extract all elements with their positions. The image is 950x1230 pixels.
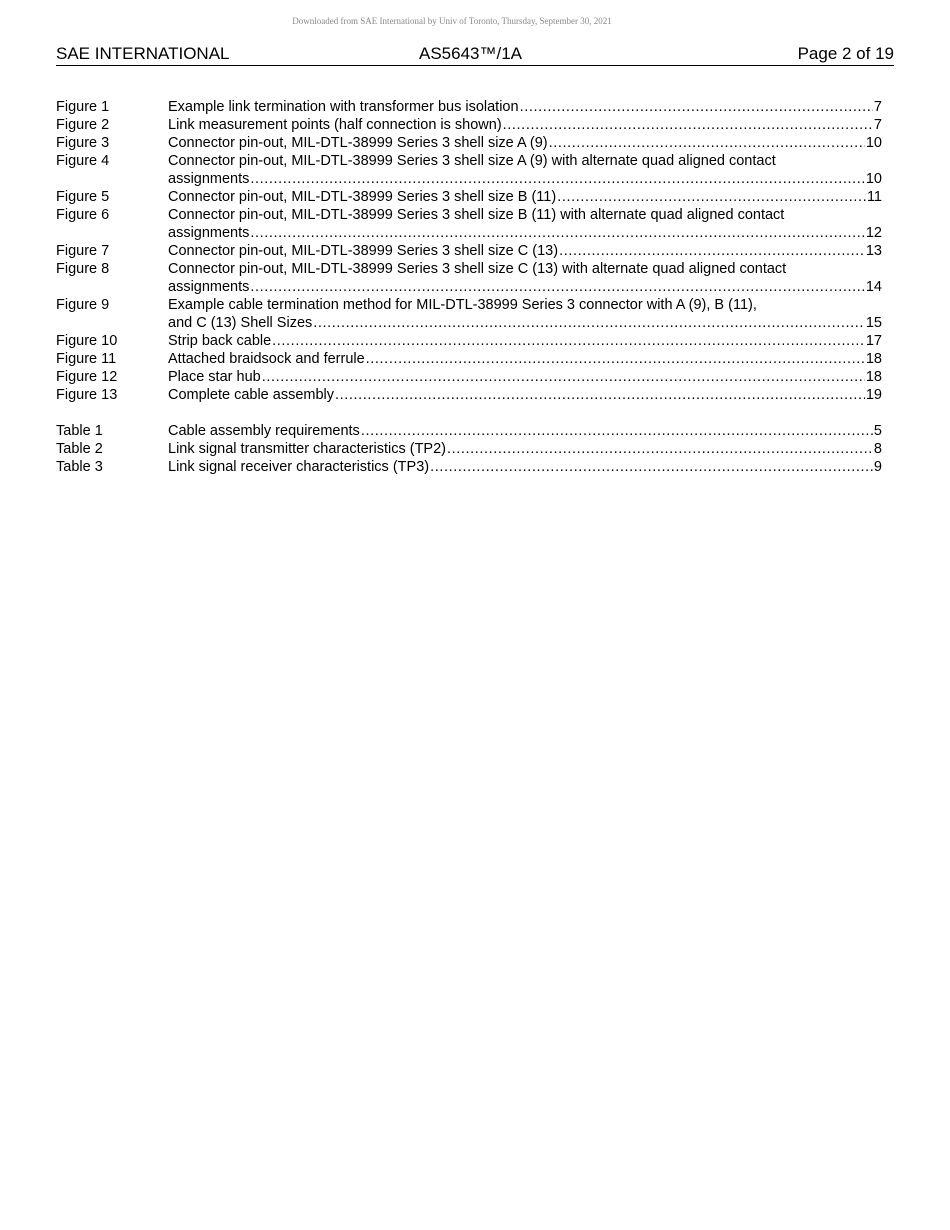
dot-leader xyxy=(262,368,865,386)
figure-title-line-2: and C (13) Shell Sizes xyxy=(168,315,313,331)
figure-label: Figure 3 xyxy=(56,135,110,151)
table-entry[interactable] xyxy=(56,422,882,440)
figure-title: Attached braidsock and ferrule xyxy=(168,351,365,367)
figure-page: 11 xyxy=(866,189,882,205)
figure-page: 14 xyxy=(865,279,882,295)
figure-label: Figure 6 xyxy=(56,207,110,223)
figure-label: Figure 10 xyxy=(56,333,118,349)
figure-page: 18 xyxy=(865,369,882,385)
table-page: 9 xyxy=(873,459,882,475)
figure-title: Example link termination with transformer bus isolation xyxy=(168,99,519,115)
figure-entry[interactable] xyxy=(56,242,882,260)
figure-title-line-2: assignments xyxy=(168,225,250,241)
table-title: Cable assembly requirements xyxy=(168,423,360,439)
dot-leader xyxy=(447,440,873,458)
figure-entry[interactable] xyxy=(56,188,882,206)
figure-label: Figure 11 xyxy=(56,351,117,367)
figure-title-line-1: Connector pin-out, MIL-DTL-38999 Series 3 shell size B (11) with alternate quad aligned contact xyxy=(168,207,785,223)
table-title: Link signal receiver characteristics (TP3) xyxy=(168,459,430,475)
dot-leader xyxy=(361,422,873,440)
publisher-name: SAE INTERNATIONAL xyxy=(56,44,230,63)
table-page: 8 xyxy=(873,441,882,457)
table-title: Link signal transmitter characteristics (TP2) xyxy=(168,441,446,457)
figure-page: 7 xyxy=(873,117,882,133)
figure-page: 13 xyxy=(865,243,882,259)
figure-page: 10 xyxy=(865,171,882,187)
figure-page: 7 xyxy=(873,99,882,115)
figure-label: Figure 1 xyxy=(56,99,110,115)
download-watermark: Downloaded from SAE International by Univ of Toronto, Thursday, September 30, 2021 xyxy=(292,16,612,26)
figure-entry[interactable] xyxy=(56,116,882,134)
figure-label: Figure 8 xyxy=(56,261,110,277)
figure-title: Place star hub xyxy=(168,369,261,385)
dot-leader xyxy=(559,242,865,260)
figure-title: Connector pin-out, MIL-DTL-38999 Series 3 shell size A (9) xyxy=(168,135,548,151)
figure-entry[interactable] xyxy=(56,368,882,386)
figure-title-line-2: assignments xyxy=(168,279,250,295)
document-number: AS5643™/1A xyxy=(419,44,523,63)
figure-page: 12 xyxy=(865,225,882,241)
table-label: Table 2 xyxy=(56,441,103,457)
figure-label: Figure 7 xyxy=(56,243,110,259)
figure-entry[interactable] xyxy=(56,206,882,242)
figure-entry[interactable] xyxy=(56,350,882,368)
figure-label: Figure 2 xyxy=(56,117,110,133)
figure-label: Figure 4 xyxy=(56,153,110,169)
figure-title: Connector pin-out, MIL-DTL-38999 Series 3 shell size C (13) xyxy=(168,243,559,259)
dot-leader xyxy=(366,350,865,368)
table-page: 5 xyxy=(873,423,882,439)
dot-leader xyxy=(335,386,865,404)
figure-label: Figure 13 xyxy=(56,387,118,403)
figure-page: 10 xyxy=(865,135,882,151)
figure-title: Strip back cable xyxy=(168,333,272,349)
figure-title: Link measurement points (half connection is shown) xyxy=(168,117,502,133)
table-label: Table 3 xyxy=(56,459,103,475)
figure-title: Connector pin-out, MIL-DTL-38999 Series 3 shell size B (11) xyxy=(168,189,557,205)
table-label: Table 1 xyxy=(56,423,103,439)
list-of-figures xyxy=(56,98,882,404)
figure-entry[interactable] xyxy=(56,296,882,332)
dot-leader xyxy=(250,170,864,188)
figure-page: 15 xyxy=(865,315,882,331)
figure-title-line-2: assignments xyxy=(168,171,250,187)
figure-page: 19 xyxy=(865,387,882,403)
figure-title-line-1: Example cable termination method for MIL-DTL-38999 Series 3 connector with A (9), B (11), xyxy=(168,297,757,313)
figure-entry[interactable] xyxy=(56,386,882,404)
dot-leader xyxy=(520,98,873,116)
figure-title: Complete cable assembly xyxy=(168,387,335,403)
figure-entry[interactable] xyxy=(56,332,882,350)
figure-label: Figure 9 xyxy=(56,297,110,313)
figure-page: 17 xyxy=(865,333,882,349)
list-of-tables xyxy=(56,422,882,476)
page-header xyxy=(56,44,894,66)
dot-leader xyxy=(272,332,865,350)
figure-entry[interactable] xyxy=(56,134,882,152)
dot-leader xyxy=(549,134,865,152)
dot-leader xyxy=(313,314,865,332)
figure-label: Figure 12 xyxy=(56,369,118,385)
dot-leader xyxy=(503,116,873,134)
figure-title-line-1: Connector pin-out, MIL-DTL-38999 Series 3 shell size C (13) with alternate quad aligned contact xyxy=(168,261,787,277)
figure-entry[interactable] xyxy=(56,152,882,188)
table-entry[interactable] xyxy=(56,458,882,476)
dot-leader xyxy=(250,278,864,296)
figure-entry[interactable] xyxy=(56,260,882,296)
dot-leader xyxy=(430,458,873,476)
page-number: Page 2 of 19 xyxy=(797,44,894,63)
figure-page: 18 xyxy=(865,351,882,367)
figure-title-line-1: Connector pin-out, MIL-DTL-38999 Series 3 shell size A (9) with alternate quad aligned contact xyxy=(168,153,776,169)
figure-entry[interactable] xyxy=(56,98,882,116)
figure-label: Figure 5 xyxy=(56,189,110,205)
dot-leader xyxy=(557,188,866,206)
dot-leader xyxy=(250,224,864,242)
table-entry[interactable] xyxy=(56,440,882,458)
